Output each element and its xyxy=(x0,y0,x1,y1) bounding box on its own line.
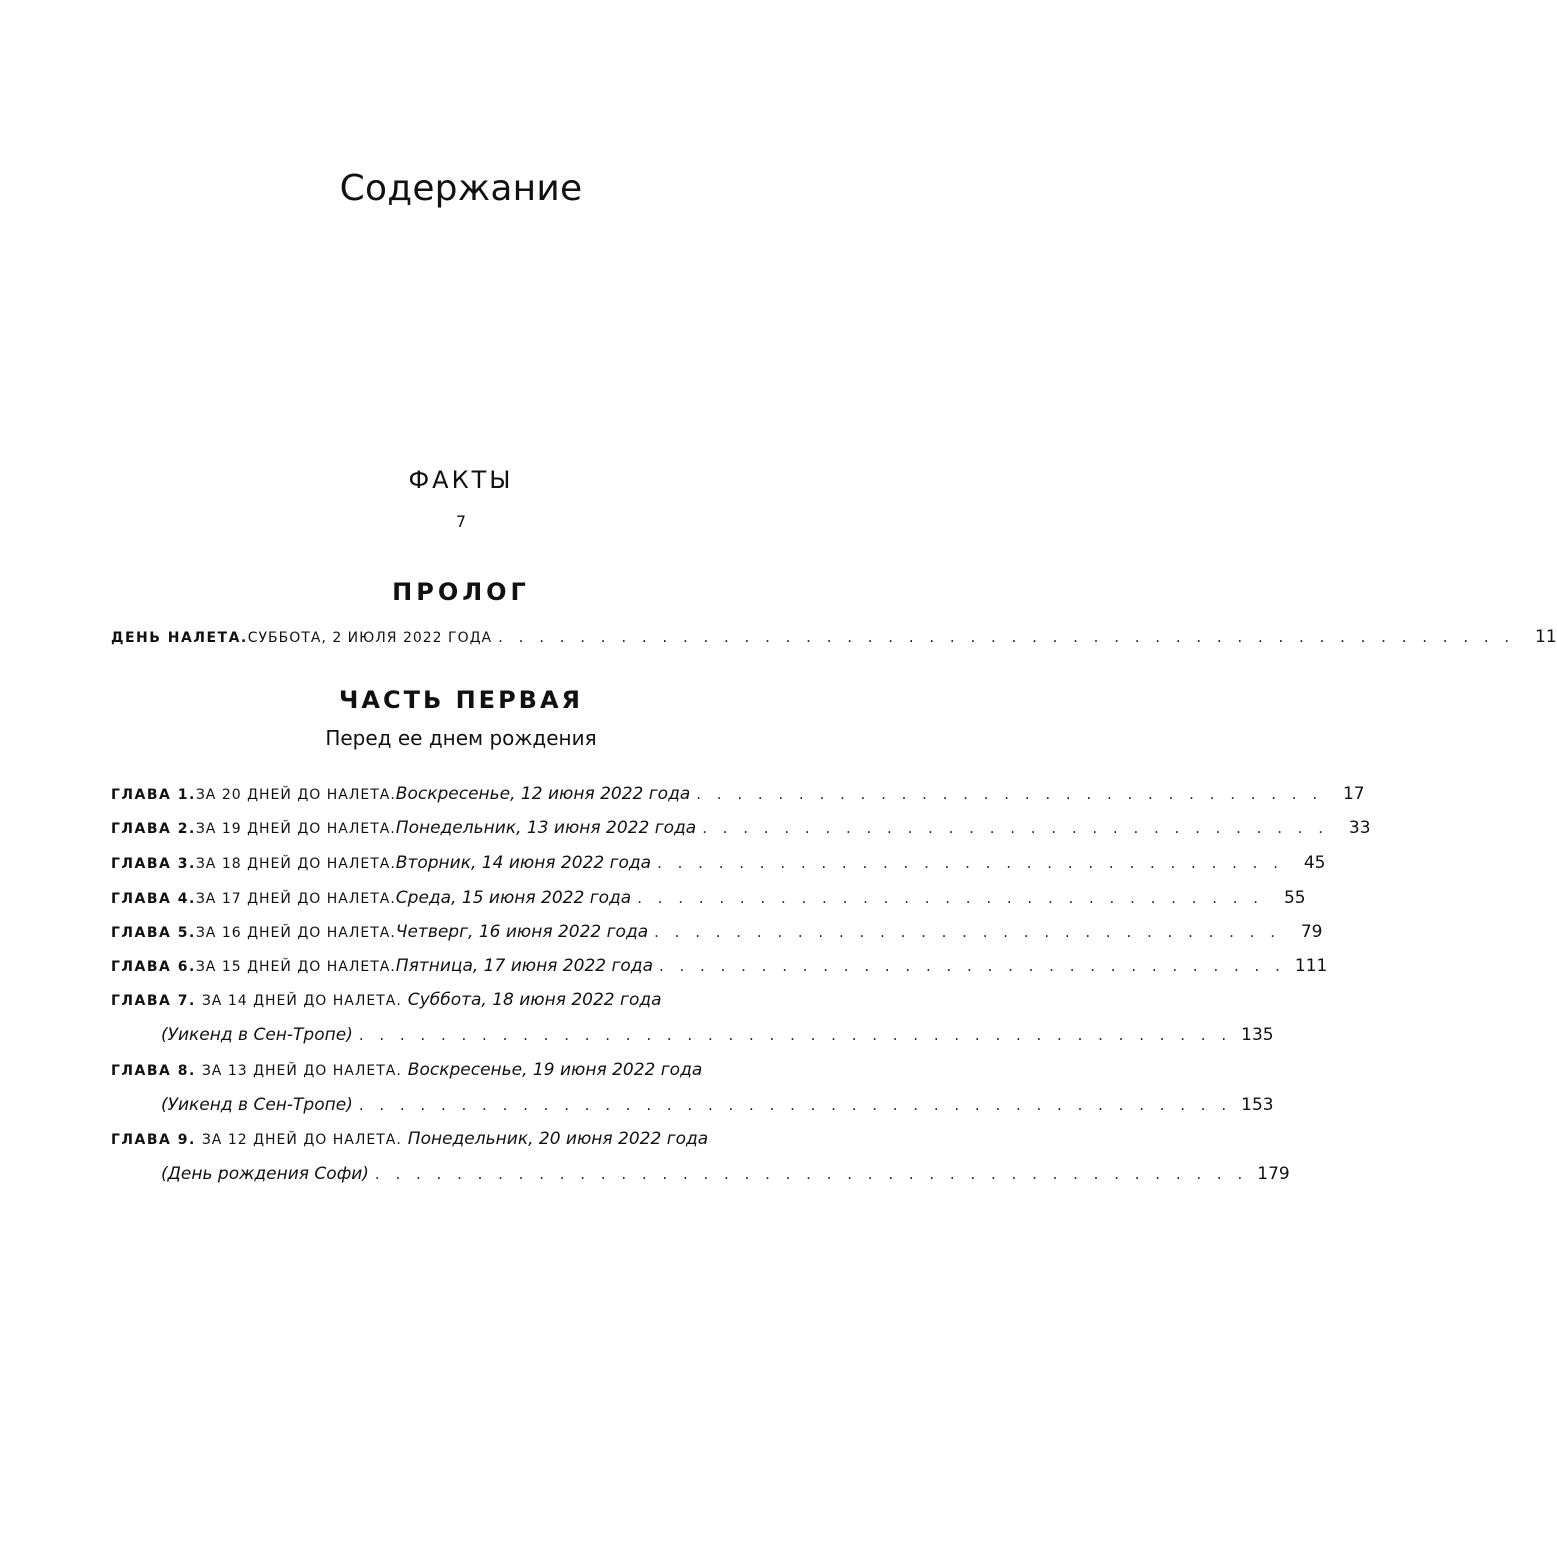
chapter-countdown: ЗА 16 ДНЕЙ ДО НАЛЕТА. xyxy=(195,925,396,941)
chapter-date: Суббота, 18 июня 2022 года xyxy=(407,990,662,1010)
chapter-label: ГЛАВА 1. xyxy=(111,787,196,803)
chapter-countdown: ЗА 17 ДНЕЙ ДО НАЛЕТА. xyxy=(195,891,396,907)
part-one-heading: ЧАСТЬ ПЕРВАЯ xyxy=(338,686,584,714)
page-number: 33 xyxy=(1348,818,1371,838)
chapter-label: ГЛАВА 8. xyxy=(111,1063,196,1079)
chapter-label: ГЛАВА 3. xyxy=(111,856,196,872)
leader-dots: . . . . . . . . . . . . . . . . . . . . . . . . . . . . . . . xyxy=(658,957,1286,975)
page-number: 11 xyxy=(1535,627,1557,647)
leader-dots: . . . . . . . . . . . . . . . . . . . . . . . . . . . . . . . xyxy=(657,854,1284,872)
chapter-date: Понедельник, 13 июня 2022 года xyxy=(395,818,697,838)
page-number: 153 xyxy=(1241,1095,1274,1115)
toc-entry-chapter-3[interactable] xyxy=(111,853,1326,873)
leader-dots: . . . . . . . . . . . . . . . . . . . . . . . . . . . . . . . . . . . . . . . . . . . . . . . . . . xyxy=(498,628,1515,646)
toc-entry-chapter-9[interactable] xyxy=(111,1129,807,1149)
chapter-note: (Уикенд в Сен-Тропе) xyxy=(161,1025,353,1045)
toc-entry-prolog[interactable] xyxy=(111,627,1557,647)
toc-entry-chapter-1[interactable] xyxy=(111,784,1365,804)
leader-dots: . . . . . . . . . . . . . . . . . . . . . . . . . . . . . . . xyxy=(637,889,1264,907)
leader-dots: . . . . . . . . . . . . . . . . . . . . . . . . . . . . . . . . . . . . . . . . . . . xyxy=(358,1096,1232,1114)
leader-dots: . . . . . . . . . . . . . . . . . . . . . . . . . . . . . . . xyxy=(696,785,1323,803)
chapter-label: ГЛАВА 2. xyxy=(111,821,196,837)
toc-entry-chapter-4[interactable] xyxy=(111,888,1306,908)
toc-entry-chapter-8-continuation[interactable] xyxy=(161,1095,1274,1115)
chapter-date: Воскресенье, 19 июня 2022 года xyxy=(407,1060,703,1080)
prolog-heading: ПРОЛОГ xyxy=(392,578,530,606)
chapter-date: Понедельник, 20 июня 2022 года xyxy=(407,1129,709,1149)
page-number: 135 xyxy=(1241,1025,1274,1045)
chapter-date: Среда, 15 июня 2022 года xyxy=(395,888,632,908)
chapter-date: Вторник, 14 июня 2022 года xyxy=(395,853,652,873)
chapter-countdown: ЗА 13 ДНЕЙ ДО НАЛЕТА. xyxy=(201,1063,402,1079)
facts-heading: ФАКТЫ xyxy=(408,466,514,494)
page-number: 111 xyxy=(1294,956,1328,976)
page-number: 45 xyxy=(1303,853,1326,873)
leader-dots: . . . . . . . . . . . . . . . . . . . . . . . . . . . . . . . . . . . . . . . . . . . xyxy=(358,1026,1232,1044)
page-number: 79 xyxy=(1300,922,1323,942)
chapter-label: ГЛАВА 9. xyxy=(111,1132,196,1148)
chapter-note: (День рождения Софи) xyxy=(161,1164,369,1184)
chapter-date: Пятница, 17 июня 2022 года xyxy=(395,956,653,976)
chapter-countdown: ЗА 18 ДНЕЙ ДО НАЛЕТА. xyxy=(195,856,396,872)
chapter-label: ГЛАВА 6. xyxy=(111,959,196,975)
toc-entry-chapter-8[interactable] xyxy=(111,1060,807,1080)
chapter-countdown: ЗА 14 ДНЕЙ ДО НАЛЕТА. xyxy=(201,993,402,1009)
toc-entry-chapter-5[interactable] xyxy=(111,922,1323,942)
toc-entry-chapter-6[interactable] xyxy=(111,956,1328,976)
page-title: Содержание xyxy=(339,168,583,209)
chapter-label: ГЛАВА 5. xyxy=(111,925,196,941)
page-number: 55 xyxy=(1283,888,1306,908)
page-number: 17 xyxy=(1342,784,1365,804)
chapter-label: ГЛАВА 4. xyxy=(111,891,196,907)
chapter-countdown: ЗА 15 ДНЕЙ ДО НАЛЕТА. xyxy=(195,959,396,975)
leader-dots: . . . . . . . . . . . . . . . . . . . . . . . . . . . . . . . . . . . . . . . . . . . xyxy=(374,1165,1248,1183)
entry-text: СУББОТА, 2 ИЮЛЯ 2022 ГОДА xyxy=(247,630,493,646)
chapter-date: Воскресенье, 12 июня 2022 года xyxy=(395,784,691,804)
chapter-date: Четверг, 16 июня 2022 года xyxy=(395,922,649,942)
chapter-label: ГЛАВА 7. xyxy=(111,993,196,1009)
toc-entry-chapter-7-continuation[interactable] xyxy=(161,1025,1274,1045)
toc-entry-chapter-2[interactable] xyxy=(111,818,1371,838)
chapter-countdown: ЗА 12 ДНЕЙ ДО НАЛЕТА. xyxy=(201,1132,402,1148)
chapter-countdown: ЗА 20 ДНЕЙ ДО НАЛЕТА. xyxy=(195,787,396,803)
toc-entry-chapter-7[interactable] xyxy=(111,990,807,1010)
toc-entry-chapter-9-continuation[interactable] xyxy=(161,1164,1290,1184)
chapter-note: (Уикенд в Сен-Тропе) xyxy=(161,1095,353,1115)
chapter-countdown: ЗА 19 ДНЕЙ ДО НАЛЕТА. xyxy=(195,821,396,837)
part-one-subtitle: Перед ее днем рождения xyxy=(325,726,597,750)
entry-label: ДЕНЬ НАЛЕТА. xyxy=(111,630,248,646)
leader-dots: . . . . . . . . . . . . . . . . . . . . . . . . . . . . . . . xyxy=(654,923,1281,941)
leader-dots: . . . . . . . . . . . . . . . . . . . . . . . . . . . . . . . xyxy=(702,819,1329,837)
facts-page-number: 7 xyxy=(455,512,467,531)
page-number: 179 xyxy=(1257,1164,1290,1184)
